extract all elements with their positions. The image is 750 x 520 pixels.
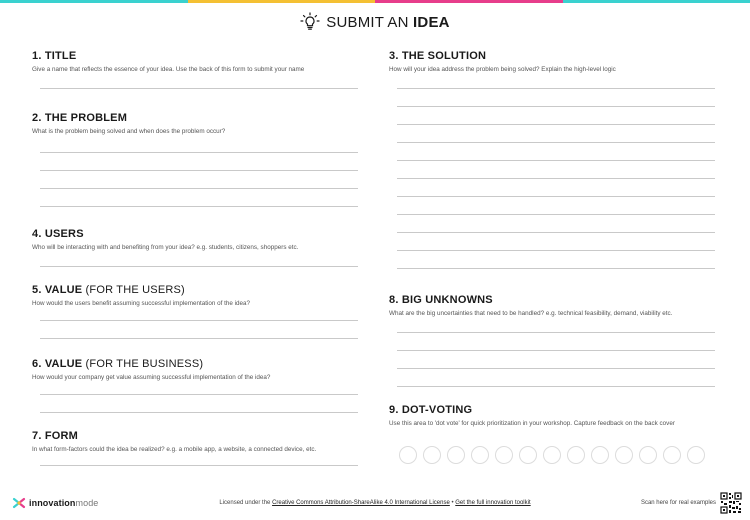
logo-text-light: mode [75,498,99,508]
section-value-users-label-light: (FOR THE USERS) [82,284,185,296]
vote-dot[interactable] [567,446,585,464]
answer-line[interactable] [397,332,715,333]
answer-line[interactable] [397,124,715,125]
top-bar-segment-teal [0,0,188,3]
section-value-users-description: How would the users benefit assuming successful implementation of the idea? [32,300,251,307]
answer-line[interactable] [397,386,715,387]
page-title-prefix: SUBMIT AN [326,13,414,31]
answer-line[interactable] [40,188,358,189]
vote-dot[interactable] [399,446,417,464]
vote-dot[interactable] [447,446,465,464]
section-value-users [32,284,362,308]
answer-line[interactable] [397,232,715,233]
license-notice [0,500,750,506]
answer-line[interactable] [397,106,715,107]
section-value-business-label-light: (FOR THE BUSINESS) [82,358,204,370]
page-header [0,10,750,34]
license-separator: • [449,500,456,506]
vote-dot[interactable] [519,446,537,464]
vote-dot[interactable] [543,446,561,464]
section-problem-description: What is the problem being solved and when does the problem occur? [32,128,226,135]
section-unknowns-heading: 8. BIG UNKNOWNS [389,294,493,306]
section-value-business [32,358,362,382]
section-users-description: Who will be interacting with and benefiting from your idea? e.g. students, citizens, shoppers etc. [32,244,299,251]
section-unknowns-description: What are the big uncertainties that need to be handled? e.g. technical feasibility, demand, viability etc. [389,310,673,317]
section-problem-heading: 2. THE PROBLEM [32,112,128,124]
section-title-heading: 1. TITLE [32,50,77,62]
vote-dot[interactable] [639,446,657,464]
answer-line[interactable] [40,412,358,413]
section-title-description: Give a name that reflects the essence of your idea. Use the back of this form to submit your name [32,66,305,73]
page-title-bold: IDEA [413,13,450,31]
answer-line[interactable] [397,250,715,251]
answer-line[interactable] [397,214,715,215]
vote-dot[interactable] [471,446,489,464]
section-users [32,228,362,252]
section-value-users-heading [32,284,362,297]
top-color-bar [0,0,750,3]
section-value-business-heading [32,358,362,371]
section-form [32,430,362,454]
section-solution-heading: 3. THE SOLUTION [389,50,487,62]
answer-line[interactable] [397,160,715,161]
answer-line[interactable] [40,88,358,89]
qr-code-icon[interactable] [720,492,742,514]
section-problem [32,112,362,136]
answer-line[interactable] [397,268,715,269]
vote-dot[interactable] [423,446,441,464]
section-form-heading: 7. FORM [32,430,79,442]
top-bar-segment-teal-2 [563,0,750,3]
section-unknowns [389,294,719,318]
toolkit-link[interactable]: Get the full innovation toolkit [455,500,531,506]
section-solution-description: How will your idea address the problem being solved? Explain the high-level logic [389,66,616,73]
license-prefix: Licensed under the [219,500,273,506]
answer-line[interactable] [40,170,358,171]
answer-line[interactable] [397,196,715,197]
section-voting-heading: 9. DOT-VOTING [389,404,473,416]
answer-line[interactable] [40,338,358,339]
section-users-heading: 4. USERS [32,228,84,240]
vote-dot[interactable] [591,446,609,464]
answer-line[interactable] [40,206,358,207]
answer-line[interactable] [397,88,715,89]
section-value-business-label: 6. VALUE [32,358,83,370]
answer-line[interactable] [40,394,358,395]
license-link[interactable]: Creative Commons Attribution-ShareAlike 4.0 International License [272,500,450,506]
section-title [32,50,362,74]
answer-line[interactable] [40,320,358,321]
answer-line[interactable] [397,178,715,179]
section-value-users-label: 5. VALUE [32,284,83,296]
answer-line[interactable] [397,350,715,351]
answer-line[interactable] [40,152,358,153]
section-voting-description: Use this area to 'dot vote' for quick prioritization in your workshop. Capture feedback on the back cover [389,420,675,427]
top-bar-segment-pink [375,0,563,3]
vote-dot[interactable] [495,446,513,464]
scan-text: Scan here for real examples [640,500,716,506]
section-value-business-description: How would your company get value assuming successful implementation of the idea? [32,374,271,381]
section-voting [389,404,719,428]
lightbulb-icon [300,12,320,32]
answer-line[interactable] [397,368,715,369]
vote-dot[interactable] [663,446,681,464]
section-solution [389,50,719,74]
top-bar-segment-yellow [188,0,376,3]
logo-text-bold: innovation [29,498,76,508]
section-form-description: In what form-factors could the idea be realized? e.g. a mobile app, a website, a connected device, etc. [32,446,317,453]
answer-line[interactable] [397,142,715,143]
page-title [326,14,449,31]
answer-line[interactable] [40,465,358,466]
vote-dot[interactable] [687,446,705,464]
answer-line[interactable] [40,266,358,267]
dot-voting-area [399,446,705,464]
vote-dot[interactable] [615,446,633,464]
